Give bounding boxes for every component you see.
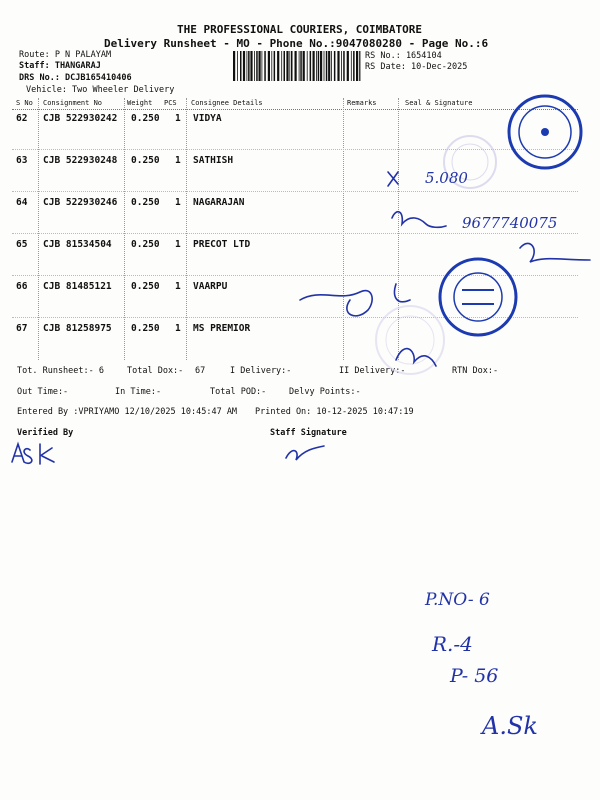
rtn-dox: RTN Dox:- [452, 366, 499, 376]
col-weight: Weight [127, 99, 153, 107]
col-seal-signature: Seal & Signature [405, 99, 473, 107]
row-weight: 0.250 [131, 113, 160, 124]
ii-delivery: II Delivery:- [339, 366, 406, 376]
row-consignee: VIDYA [193, 113, 222, 124]
row-sno: 64 [16, 197, 28, 208]
row-pcs: 1 [175, 155, 181, 166]
phone-handwriting: 9677740075 [462, 214, 558, 232]
col-sno: S No [16, 99, 33, 107]
entered-by: Entered By :VPRIYAMO 12/10/2025 10:45:47 AM [17, 407, 238, 417]
verified-by-label: Verified By [17, 428, 74, 438]
row-sno: 63 [16, 155, 28, 166]
note-r: R.-4 [432, 632, 473, 656]
vehicle: Vehicle: Two Wheeler Delivery [26, 85, 175, 95]
row-sno: 67 [16, 323, 28, 334]
row-consignment: CJB 81534504 [43, 239, 112, 250]
delvy-points: Delvy Points:- [289, 387, 361, 397]
row-weight: 0.250 [131, 323, 160, 334]
initials-handwriting: A.Sk [482, 712, 538, 740]
staff: Staff: THANGARAJ [19, 61, 101, 71]
drs-number: DRS No.: DCJB165410406 [19, 73, 132, 83]
row-consignee: PRECOT LTD [193, 239, 251, 250]
row-sno: 66 [16, 281, 28, 292]
row-consignment: CJB 81258975 [43, 323, 112, 334]
total-runsheet: Tot. Runsheet:- 6 [17, 366, 104, 376]
row-consignment: CJB 522930242 [43, 113, 118, 124]
col-remarks: Remarks [347, 99, 377, 107]
runsheet-title: Delivery Runsheet - MO - Phone No.:9047080280 - Page No.:6 [104, 37, 489, 50]
row-pcs: 1 [175, 281, 181, 292]
printed-on: Printed On: 10-12-2025 10:47:19 [255, 407, 414, 417]
row-pcs: 1 [175, 113, 181, 124]
total-pod: Total POD:- [210, 387, 267, 397]
rs-number: RS No.: 1654104 [365, 51, 442, 61]
col-pcs: PCS [164, 99, 177, 107]
in-time: In Time:- [115, 387, 162, 397]
route: Route: P N PALAYAM [19, 50, 112, 60]
row-consignee: VAARPU [193, 281, 228, 292]
row-consignment: CJB 522930248 [43, 155, 118, 166]
col-consignment: Consignment No [43, 99, 103, 107]
row-consignee: MS PREMIOR [193, 323, 251, 334]
rs-date: RS Date: 10-Dec-2025 [365, 62, 468, 72]
out-time: Out Time:- [17, 387, 69, 397]
row-pcs: 1 [175, 323, 181, 334]
round-stamp-top [509, 96, 581, 168]
total-dox-value: 67 [195, 366, 206, 376]
row-consignment: CJB 81485121 [43, 281, 112, 292]
company-name: THE PROFESSIONAL COURIERS, COIMBATORE [177, 23, 423, 36]
row-pcs: 1 [175, 197, 181, 208]
row-weight: 0.250 [131, 155, 160, 166]
note-pno: P.NO- 6 [425, 590, 490, 610]
remark-handwriting: 5.080 [425, 169, 468, 187]
row-weight: 0.250 [131, 281, 160, 292]
row-weight: 0.250 [131, 197, 160, 208]
row-weight: 0.250 [131, 239, 160, 250]
col-consignee: Consignee Details [191, 99, 263, 107]
i-delivery: I Delivery:- [230, 366, 292, 376]
row-consignment: CJB 522930246 [43, 197, 118, 208]
row-consignee: NAGARAJAN [193, 197, 245, 208]
total-dox-label: Total Dox:- [127, 366, 184, 376]
staff-signature-label: Staff Signature [270, 428, 347, 438]
row-pcs: 1 [175, 239, 181, 250]
precot-stamp [440, 259, 516, 335]
row-consignee: SATHISH [193, 155, 234, 166]
row-sno: 65 [16, 239, 28, 250]
row-sno: 62 [16, 113, 28, 124]
note-p: P- 56 [450, 665, 499, 687]
